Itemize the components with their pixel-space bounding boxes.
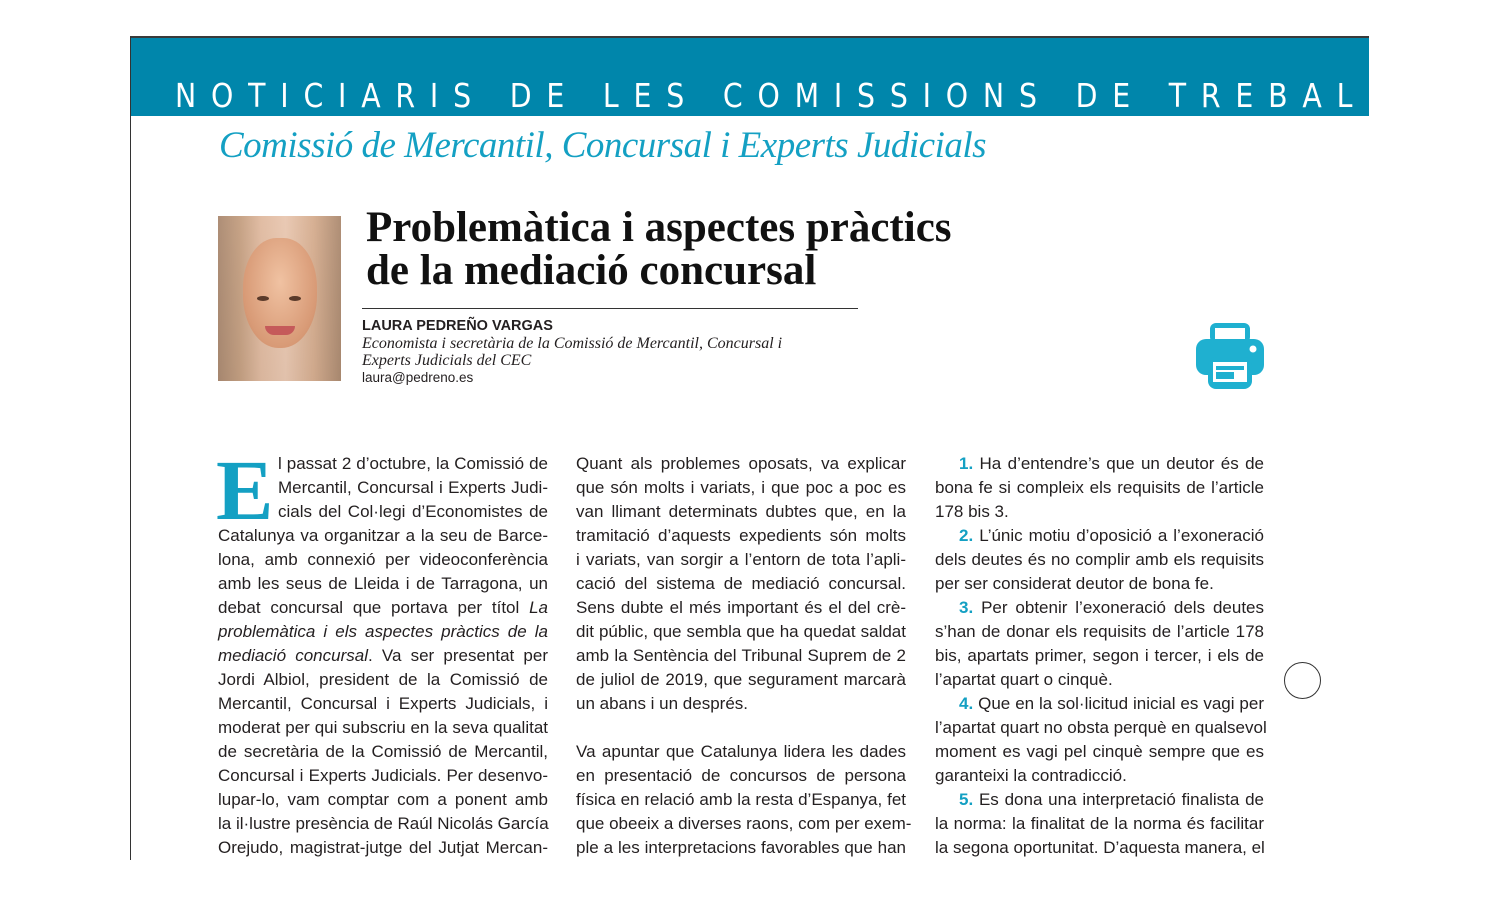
text-line: de secretària de la Comissió de Mercantil, <box>218 742 548 761</box>
text-line: moment es vagi pel cinquè sempre que es <box>935 742 1264 761</box>
text-line: ple a les interpretacions favorables que han <box>576 838 906 857</box>
text-line: moderat per qui subscriu en la seva qualitat <box>218 718 548 737</box>
text-line: bis, apartats primer, segon i tercer, i els de <box>935 646 1264 665</box>
text-line: la il·lustre presència de Raúl Nicolás García <box>218 814 549 833</box>
text-line: garanteixi la contradicció. <box>935 766 1127 785</box>
text-line: dit públic, que sembla que ha quedat saldat <box>576 622 906 641</box>
text-line: 5. Es dona una interpretació finalista de <box>959 790 1264 809</box>
commission-subtitle: Comissió de Mercantil, Concursal i Experts Judicials <box>219 125 987 166</box>
text-line: 1. Ha d’entendre’s que un deutor és de <box>959 454 1264 473</box>
article-title-line: Problemàtica i aspectes pràctics <box>366 204 952 251</box>
text-line: un abans i un després. <box>576 694 749 713</box>
author-name: LAURA PEDREÑO VARGAS <box>362 318 553 334</box>
text-line: i variats, van sorgir a l’entorn de tota l’apli- <box>576 550 906 569</box>
list-number: 1. <box>959 454 980 473</box>
text-line: tramitació d’aquests expedients són molts <box>576 526 906 545</box>
text-line: s’han de donar els requisits de l’article 178 <box>935 622 1264 641</box>
list-number: 4. <box>959 694 979 713</box>
text-line: Mercantil, Concursal i Experts Judi- <box>278 478 548 497</box>
text-line: Orejudo, magistrat-jutge del Jutjat Mercan- <box>218 838 548 857</box>
article-title-line: de la mediació concursal <box>366 247 817 294</box>
print-button[interactable] <box>1196 321 1264 389</box>
printer-icon <box>1196 321 1264 389</box>
text-line: Mercantil, Concursal i Experts Judicials, i <box>218 694 548 713</box>
text-line: 4. Que en la sol·licitud inicial es vagi per <box>959 694 1265 713</box>
text-line: cació del sistema de mediació concursal. <box>576 574 906 593</box>
text-line: per ser considerat deutor de bona fe. <box>935 574 1214 593</box>
text-line <box>218 596 548 620</box>
author-email[interactable]: laura@pedreno.es <box>362 370 474 385</box>
text-line: Sens dubte el més important és el del crè- <box>576 598 906 617</box>
text-line: Concursal i Experts Judicials. Per desenvo- <box>218 766 548 785</box>
text-line: 178 bis 3. <box>935 502 1009 521</box>
text-line: l’apartat quart o cinquè. <box>935 670 1113 689</box>
text-line: la norma: la finalitat de la norma és facilitar <box>935 814 1264 833</box>
text-line: 2. L’únic motiu d’oposició a l’exoneració <box>959 526 1264 545</box>
section-banner-title: NOTICIARIS DE LES COMISSIONS DE TREBALL <box>175 76 1398 115</box>
text-line: amb les seus de Lleida i de Tarragona, un <box>218 574 548 593</box>
text-line: lona, amb connexió per videoconferència <box>218 550 548 569</box>
author-role-line: Experts Judicials del CEC <box>362 352 532 369</box>
italic-text: mediació concursal <box>218 646 368 665</box>
text-line: Catalunya va organitzar a la seu de Barce- <box>218 526 548 545</box>
text-line: de juliol de 2019, que segurament marcarà <box>576 670 906 689</box>
text-line: 3. Per obtenir l’exoneració dels deutes <box>959 598 1265 617</box>
text-line: en presentació de concursos de persona <box>576 766 906 785</box>
list-number: 3. <box>959 598 982 617</box>
author-role <box>362 335 882 369</box>
text-line: la segona oportunitat. D’aquesta manera, el <box>935 838 1265 857</box>
italic-text: La <box>529 598 548 617</box>
article-column-2 <box>576 452 912 860</box>
page-left-border <box>130 37 131 860</box>
title-divider <box>362 308 858 309</box>
text-line <box>218 620 548 644</box>
text-line: l’apartat quart no obsta perquè en qualsevol <box>935 718 1267 737</box>
text-line: física en relació amb la resta d’Espanya, fet <box>576 790 906 809</box>
list-number: 5. <box>959 790 979 809</box>
text: debat concursal que portava per títol <box>218 598 530 617</box>
text-line: dels deutes és no complir amb els requisits <box>935 550 1264 569</box>
drop-cap: E <box>216 442 274 538</box>
text-line: l passat 2 d’octubre, la Comissió de <box>278 454 548 473</box>
text: . Va ser presentat per <box>367 646 548 665</box>
page-nav-circle-button[interactable] <box>1284 662 1321 699</box>
text-line <box>218 644 548 668</box>
text-line: Jordi Albiol, president de la Comissió de <box>218 670 548 689</box>
author-role-line: Economista i secretària de la Comissió de Mercantil, Concursal i <box>362 335 783 352</box>
text-line: van llimant determinats dubtes que, en la <box>576 502 906 521</box>
article-column-1 <box>216 442 549 860</box>
text-line: lupar-lo, vam comptar com a ponent amb <box>218 790 548 809</box>
text-line: Va apuntar que Catalunya lidera les dades <box>576 742 906 761</box>
list-number: 2. <box>959 526 980 545</box>
text-line: Quant als problemes oposats, va explicar <box>576 454 906 473</box>
author-photo <box>218 216 341 381</box>
article-column-3 <box>935 452 1267 860</box>
italic-text: problemàtica i els aspectes pràctics de la <box>218 622 548 641</box>
text-line: que són molts i variats, i que poc a poc es <box>576 478 906 497</box>
article-title <box>366 206 952 292</box>
text-line: amb la Sentència del Tribunal Suprem de 2 <box>576 646 906 665</box>
text-line: que obeeix a diverses raons, com per exem- <box>576 814 912 833</box>
text-line: bona fe si compleix els requisits de l’article <box>935 478 1264 497</box>
text-line: cials del Col·legi d’Economistes de <box>278 502 548 521</box>
